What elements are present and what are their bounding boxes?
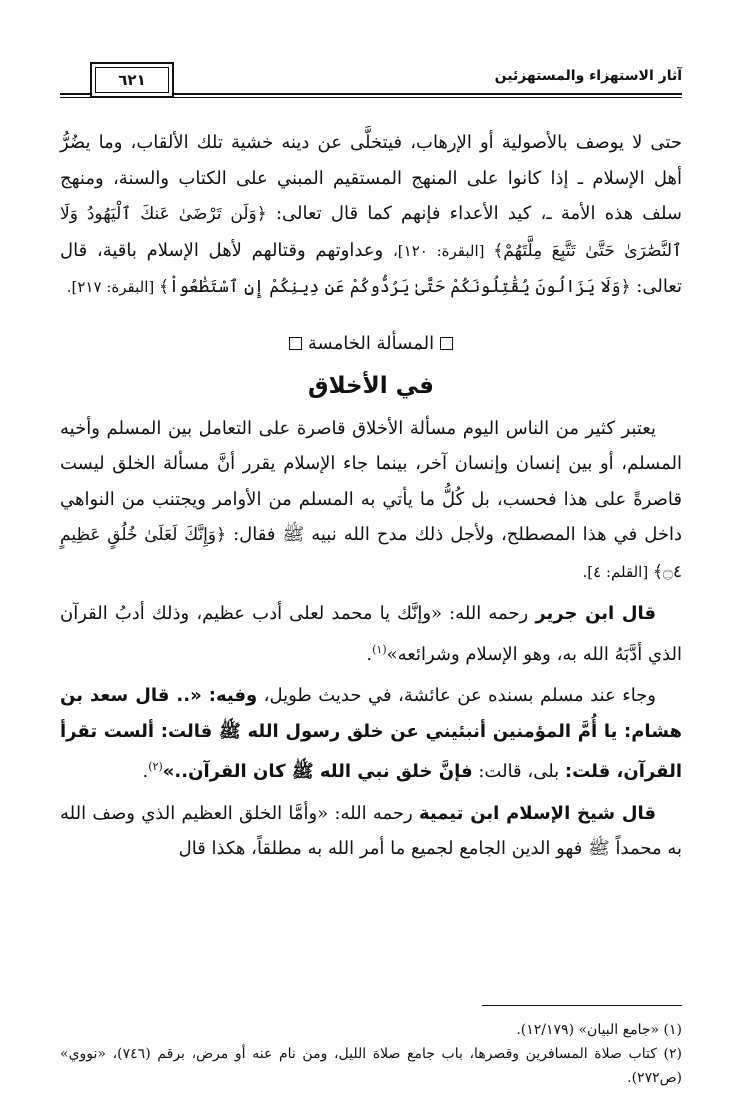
running-title: آثار الاستهزاء والمستهزئين xyxy=(494,68,682,84)
para4-end: . xyxy=(142,761,149,782)
para4-text: وجاء عند مسلم بسنده عن عائشة، في حديث طويل، xyxy=(257,685,656,706)
quran-verse-3: ﴿وَإِنَّكَ لَعَلَىٰ خُلُقٍ عَظِيمٍ ۝٤﴾ xyxy=(60,525,682,582)
section-marker-text: المسألة الخامسة xyxy=(307,332,435,354)
quran-verse-2: ﴿وَلَا يَزَالُونَ يُقَٰتِلُونَكُمْ حَتَّىٰ يَرُدُّوكُمْ عَن دِينِكُمْ إِنِ ٱسْتَطَٰعُواْ﴾ xyxy=(158,277,631,297)
para3-bold: قال ابن جرير xyxy=(535,603,656,624)
footnote-1: (١) «جامع البيان» (١٢/١٧٩). xyxy=(516,1022,682,1038)
para1-text: حتى لا يوصف بالأصولية أو الإرهاب، فيتخلَّى عن دينه خشية تلك الألقاب، وما يضُرُّ أهل الإسلام ـ إذا كانوا على المنهج المستقيم المبني على الكتاب والسنة، ومنهج سلف هذه الأمة ـ، كيد الأعداء فإنهم كما قال تعالى: xyxy=(60,132,682,224)
quran-ref-2: [البقرة: ٢١٧]. xyxy=(66,278,159,296)
para5-text: رحمه الله: «وأمَّا الخلق العظيم الذي وصف الله به محمداً ﷺ فهو الدين الجامع لجميع ما أمر الله به مطلقاً، هكذا قال xyxy=(60,802,682,859)
paragraph-5 xyxy=(60,796,682,867)
running-header xyxy=(60,60,682,100)
quran-ref-3: [القلم: ٤]. xyxy=(582,562,653,581)
paragraph-1 xyxy=(60,125,682,306)
paragraph-2 xyxy=(60,411,682,591)
section-title: في الأخلاق xyxy=(308,373,434,399)
footnote-mark-1[interactable]: (١) xyxy=(372,642,387,656)
footnote-rule xyxy=(482,1005,682,1006)
para4-bold-2: فإنَّ خلق نبي الله ﷺ كان القرآن..» xyxy=(162,761,473,782)
body-text xyxy=(60,125,682,867)
para5-bold: قال شيخ الإسلام ابن تيمية xyxy=(418,802,657,824)
para3-end: . xyxy=(366,643,373,665)
para4-text-2: بلى، قالت: xyxy=(472,761,565,782)
para3-text: رحمه الله: «وإنَّك يا محمد لعلى أدب عظيم، وذلك أدبُ القرآن الذي أدَّبَهُ الله به، وهو الإسلام وشرائعه» xyxy=(60,603,682,665)
square-bullet-icon xyxy=(289,337,302,350)
para4-bold: وفيه: «.. قال سعد بن هشام: يا أُمَّ المؤمنين أنبئيني عن خلق رسول الله ﷺ قالت: ألست تقرأ القرآن، قلت: xyxy=(60,685,682,782)
paragraph-4 xyxy=(60,678,682,790)
para1-text-2: وعداوتهم وقتالهم لأهل الإسلام باقية، قال تعالى: xyxy=(60,239,682,297)
footnotes xyxy=(60,1018,682,1090)
square-bullet-icon xyxy=(440,337,453,350)
footnote-mark-2[interactable]: (٢) xyxy=(148,760,163,773)
quran-ref-1: [البقرة: ١٢٠]، xyxy=(392,241,494,260)
page-number xyxy=(90,62,174,98)
para2-text: يعتبر كثير من الناس اليوم مسألة الأخلاق قاصرة على التعامل بين المسلم وأخيه المسلم، أو بين إنسان وإنسان آخر، بينما جاء الإسلام يقرر أنَّ مسألة الخلق ليست قاصرةً على هذا فحسب، بل كُلُّ ما يأتي به المسلم من الأوامر ويجتنب من النواهي داخل في هذا المصطلح، ولأجل ذلك مدح الله نبيه ﷺ فقال: xyxy=(60,417,682,545)
paragraph-3 xyxy=(60,596,682,672)
section-marker xyxy=(60,326,682,362)
page-number-text: ٦٢١ xyxy=(118,71,146,89)
quran-verse-1: ﴿وَلَن تَرْضَىٰ عَنكَ ٱلْيَهُودُ وَلَا ٱلنَّصَٰرَىٰ حَتَّىٰ تَتَّبِعَ مِلَّتَهُمْ﴾ xyxy=(60,204,682,261)
book-page xyxy=(60,60,682,1086)
footnote-2: (٢) كتاب صلاة المسافرين وقصرها، باب جامع صلاة الليل، ومن نام عنه أو مرض، برقم (٧٤٦)، «نووي» (ص٢٧٢). xyxy=(60,1046,682,1086)
